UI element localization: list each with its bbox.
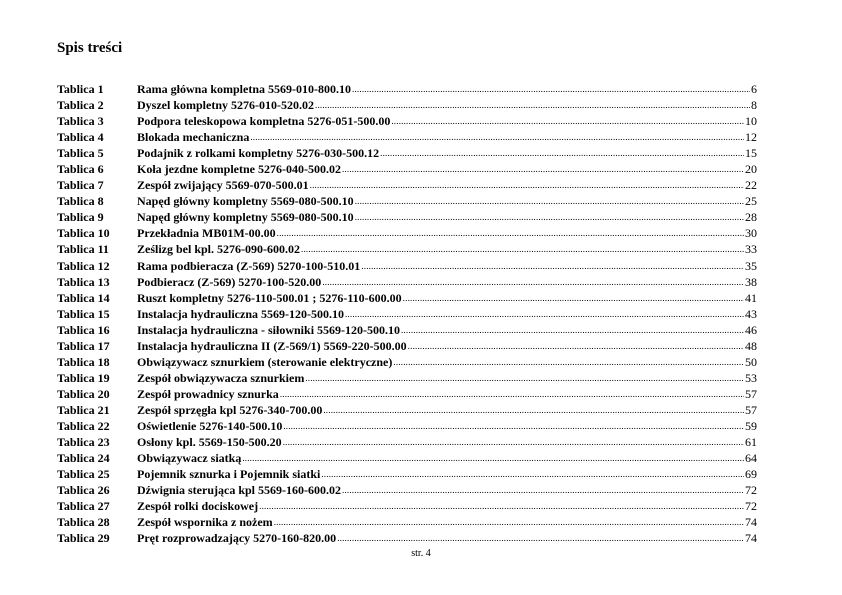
- dot-leader: [355, 193, 744, 209]
- toc-entry-number: Tablica 15: [57, 306, 110, 321]
- toc-entry[interactable]: [57, 290, 757, 306]
- toc-entry-number: Tablica 13: [57, 274, 110, 289]
- toc-entry-number: Tablica 8: [57, 194, 104, 209]
- toc-entry-title: Koła jezdne kompletne 5276-040-500.02: [137, 162, 341, 177]
- toc-entry-page: 43: [745, 306, 757, 321]
- dot-leader: [259, 498, 744, 514]
- toc-entry-page: 57: [745, 402, 757, 417]
- toc-entry[interactable]: [57, 177, 757, 193]
- toc-entry-title: Obwiązywacz sznurkiem (sterowanie elektryczne): [137, 354, 393, 369]
- toc-entry-number: Tablica 10: [57, 226, 110, 241]
- toc-entry-title: Zespół zwijający 5569-070-500.01: [137, 178, 309, 193]
- toc-entry-page: 59: [745, 418, 757, 433]
- toc-entry-title: Pojemnik sznurka i Pojemnik siatki: [137, 467, 321, 482]
- dot-leader: [283, 434, 744, 450]
- toc-entry-page: 38: [745, 274, 757, 289]
- toc-entry[interactable]: [57, 450, 757, 466]
- toc-entry-page: 8: [751, 98, 757, 113]
- page-number: str. 4: [411, 548, 431, 559]
- toc-entry[interactable]: [57, 129, 757, 145]
- toc-entry-title: Zespół prowadnicy sznurka: [137, 386, 279, 401]
- toc-entry[interactable]: [57, 81, 757, 97]
- toc-entry-page: 20: [745, 162, 757, 177]
- dot-leader: [301, 241, 744, 257]
- toc-entry-title: Ześlizg bel kpl. 5276-090-600.02: [137, 242, 301, 257]
- dot-leader: [283, 418, 744, 434]
- toc-entry-page: 10: [745, 114, 757, 129]
- toc-entry-page: 35: [745, 258, 757, 273]
- toc-entry-page: 53: [745, 370, 757, 385]
- toc-entry-title: Pręt rozprowadzający 5270-160-820.00: [137, 531, 337, 546]
- toc-entry-page: 25: [745, 194, 757, 209]
- toc-entry-number: Tablica 12: [57, 258, 110, 273]
- toc-entry[interactable]: [57, 418, 757, 434]
- toc-entry-title: Zespół obwiązywacza sznurkiem: [137, 370, 305, 385]
- dot-leader: [345, 306, 744, 322]
- toc-entry[interactable]: [57, 209, 757, 225]
- toc-entry[interactable]: [57, 354, 757, 370]
- toc-entry-number: Tablica 17: [57, 338, 110, 353]
- toc-entry[interactable]: [57, 530, 757, 546]
- toc-entry-number: Tablica 6: [57, 162, 104, 177]
- toc-entry-page: 74: [745, 515, 757, 530]
- toc-entry[interactable]: [57, 386, 757, 402]
- toc-entry-number: Tablica 14: [57, 290, 110, 305]
- table-of-contents: [57, 81, 757, 546]
- toc-entry[interactable]: [57, 482, 757, 498]
- dot-leader: [380, 145, 744, 161]
- toc-entry[interactable]: [57, 97, 757, 113]
- toc-entry-page: 28: [745, 210, 757, 225]
- toc-entry-title: Podbieracz (Z-569) 5270-100-520.00: [137, 274, 322, 289]
- dot-leader: [337, 530, 744, 546]
- toc-entry-title: Podpora teleskopowa kompletna 5276-051-500.00: [137, 114, 391, 129]
- toc-entry[interactable]: [57, 145, 757, 161]
- dot-leader: [403, 290, 744, 306]
- toc-entry-title: Dźwignia sterująca kpl 5569-160-600.02: [137, 483, 341, 498]
- toc-entry-title: Instalacja hydrauliczna II (Z-569/1) 5569-220-500.00: [137, 338, 407, 353]
- toc-entry-number: Tablica 25: [57, 467, 110, 482]
- toc-entry-number: Tablica 7: [57, 178, 104, 193]
- toc-entry-page: 30: [745, 226, 757, 241]
- dot-leader: [277, 225, 744, 241]
- toc-entry-page: 12: [745, 130, 757, 145]
- toc-entry-title: Dyszel kompletny 5276-010-520.02: [137, 98, 314, 113]
- dot-leader: [342, 482, 744, 498]
- toc-entry-page: 72: [745, 499, 757, 514]
- toc-entry-title: Zespół sprzęgła kpl 5276-340-700.00: [137, 402, 323, 417]
- toc-entry[interactable]: [57, 306, 757, 322]
- dot-leader: [361, 258, 744, 274]
- dot-leader: [274, 514, 744, 530]
- dot-leader: [280, 386, 744, 402]
- toc-entry[interactable]: [57, 466, 757, 482]
- toc-entry-page: 46: [745, 322, 757, 337]
- toc-entry-title: Rama podbieracza (Z-569) 5270-100-510.01: [137, 258, 361, 273]
- toc-entry-number: Tablica 28: [57, 515, 110, 530]
- toc-entry-title: Instalacja hydrauliczna 5569-120-500.10: [137, 306, 344, 321]
- toc-entry[interactable]: [57, 113, 757, 129]
- dot-leader: [305, 370, 744, 386]
- toc-entry[interactable]: [57, 370, 757, 386]
- toc-entry[interactable]: [57, 225, 757, 241]
- toc-entry-number: Tablica 22: [57, 418, 110, 433]
- toc-entry[interactable]: [57, 258, 757, 274]
- toc-entry-title: Napęd główny kompletny 5569-080-500.10: [137, 210, 354, 225]
- toc-entry-number: Tablica 23: [57, 435, 110, 450]
- toc-entry-page: 33: [745, 242, 757, 257]
- toc-entry-number: Tablica 18: [57, 354, 110, 369]
- toc-entry[interactable]: [57, 322, 757, 338]
- toc-entry-page: 69: [745, 467, 757, 482]
- toc-entry-title: Rama główna kompletna 5569-010-800.10: [137, 82, 352, 96]
- dot-leader: [355, 209, 744, 225]
- toc-entry-title: Podajnik z rolkami kompletny 5276-030-500.12: [137, 146, 380, 161]
- toc-entry-title: Blokada mechaniczna: [137, 130, 250, 145]
- toc-entry-number: Tablica 5: [57, 146, 104, 161]
- toc-entry-number: Tablica 27: [57, 499, 110, 514]
- toc-entry[interactable]: [57, 434, 757, 450]
- toc-entry-page: 22: [745, 178, 757, 193]
- toc-entry-number: Tablica 16: [57, 322, 110, 337]
- toc-entry-number: Tablica 1: [57, 82, 104, 96]
- dot-leader: [250, 129, 744, 145]
- dot-leader: [242, 450, 744, 466]
- toc-entry[interactable]: [57, 402, 757, 418]
- toc-entry[interactable]: [57, 498, 757, 514]
- toc-entry-title: Przekładnia MB01M-00.00: [137, 226, 276, 241]
- toc-entry-page: 72: [745, 483, 757, 498]
- toc-entry-number: Tablica 3: [57, 114, 104, 129]
- dot-leader: [352, 81, 750, 97]
- dot-leader: [321, 466, 744, 482]
- toc-entry-page: 48: [745, 338, 757, 353]
- toc-entry-number: Tablica 24: [57, 451, 110, 466]
- toc-entry[interactable]: [57, 338, 757, 354]
- dot-leader: [342, 161, 744, 177]
- toc-entry-page: 50: [745, 354, 757, 369]
- toc-entry-page: 41: [745, 290, 757, 305]
- toc-entry-number: Tablica 11: [57, 242, 109, 257]
- toc-entry-page: 61: [745, 435, 757, 450]
- dot-leader: [408, 338, 744, 354]
- toc-entry-title: Instalacja hydrauliczna - siłowniki 5569-120-500.10: [137, 322, 401, 337]
- toc-entry-number: Tablica 19: [57, 370, 110, 385]
- toc-entry-number: Tablica 21: [57, 402, 110, 417]
- toc-entry[interactable]: [57, 193, 757, 209]
- toc-entry-title: Oświetlenie 5276-140-500.10: [137, 418, 283, 433]
- toc-entry-title: Obwiązywacz siatką: [137, 451, 242, 466]
- dot-leader: [315, 97, 750, 113]
- dot-leader: [393, 354, 744, 370]
- toc-entry-number: Tablica 4: [57, 130, 104, 145]
- toc-entry-number: Tablica 9: [57, 210, 104, 225]
- page-title: Spis treści: [57, 40, 123, 56]
- dot-leader: [391, 113, 744, 129]
- toc-entry-number: Tablica 2: [57, 98, 104, 113]
- dot-leader: [310, 177, 744, 193]
- toc-entry-number: Tablica 29: [57, 531, 110, 546]
- dot-leader: [323, 402, 744, 418]
- toc-entry-number: Tablica 26: [57, 483, 110, 498]
- toc-entry-title: Osłony kpl. 5569-150-500.20: [137, 435, 282, 450]
- toc-entry[interactable]: [57, 241, 757, 257]
- toc-entry-page: 64: [745, 451, 757, 466]
- toc-entry-number: Tablica 20: [57, 386, 110, 401]
- toc-entry-title: Ruszt kompletny 5276-110-500.01 ; 5276-110-600.00: [137, 290, 402, 305]
- toc-entry-page: 74: [745, 531, 757, 546]
- toc-entry-title: Napęd główny kompletny 5569-080-500.10: [137, 194, 354, 209]
- toc-entry[interactable]: [57, 514, 757, 530]
- toc-entry-page: 57: [745, 386, 757, 401]
- toc-entry-page: 6: [751, 82, 757, 96]
- toc-entry[interactable]: [57, 161, 757, 177]
- toc-entry-title: Zespół wspornika z nożem: [137, 515, 273, 530]
- dot-leader: [322, 274, 744, 290]
- toc-entry[interactable]: [57, 274, 757, 290]
- toc-entry-title: Zespół rolki dociskowej: [137, 499, 259, 514]
- toc-entry-page: 15: [745, 146, 757, 161]
- dot-leader: [401, 322, 744, 338]
